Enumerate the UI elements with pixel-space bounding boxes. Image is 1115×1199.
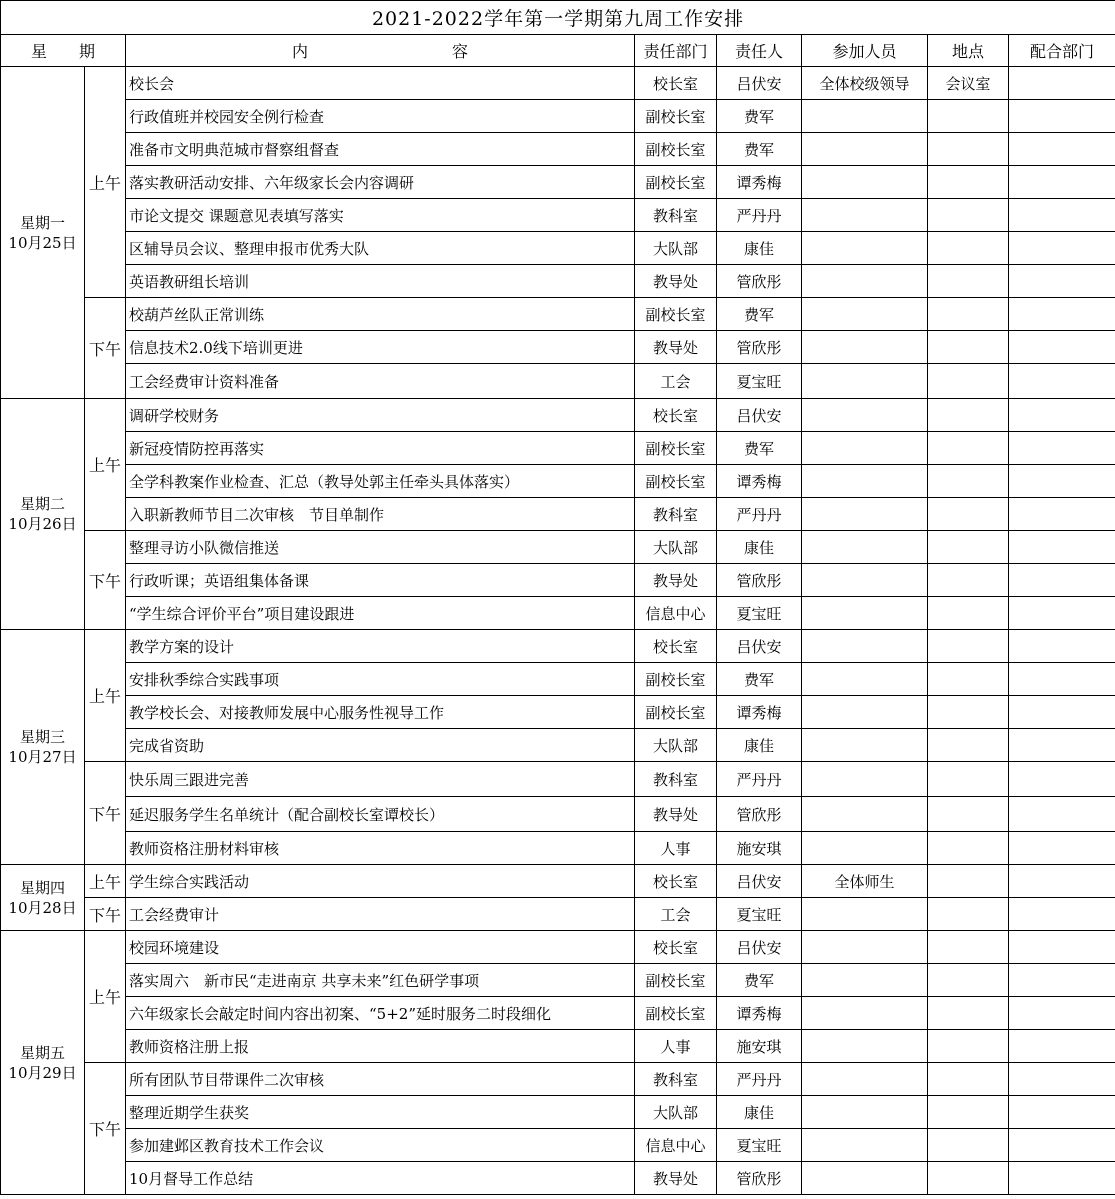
weekday-label: 星期一	[19, 213, 65, 232]
header-day: 星 期	[1, 35, 126, 67]
responsible-dept: 校长室	[635, 630, 717, 663]
participants	[802, 1129, 928, 1162]
responsible-person: 费军	[717, 100, 802, 133]
responsible-dept: 校长室	[635, 67, 717, 100]
cooperating-dept	[1009, 265, 1115, 298]
schedule-body	[1, 67, 1115, 1195]
cooperating-dept	[1009, 1063, 1115, 1096]
responsible-dept: 工会	[635, 364, 717, 399]
location	[928, 399, 1009, 432]
cooperating-dept	[1009, 832, 1115, 865]
date-label: 10月25日	[8, 233, 77, 252]
location	[928, 797, 1009, 832]
participants: 全体师生	[802, 865, 928, 898]
cooperating-dept	[1009, 564, 1115, 597]
table-row	[1, 399, 1115, 432]
responsible-person: 管欣彤	[717, 797, 802, 832]
responsible-dept: 副校长室	[635, 298, 717, 331]
table-row	[1, 663, 1115, 696]
schedule-title: 2021-2022学年第一学期第九周工作安排	[1, 1, 1115, 35]
responsible-person: 吕伏安	[717, 399, 802, 432]
table-row	[1, 1030, 1115, 1063]
header-dept: 责任部门	[635, 35, 717, 67]
participants	[802, 364, 928, 399]
header-coop: 配合部门	[1009, 35, 1115, 67]
location	[928, 1096, 1009, 1129]
location	[928, 564, 1009, 597]
location	[928, 199, 1009, 232]
participants	[802, 399, 928, 432]
participants	[802, 1096, 928, 1129]
location	[928, 331, 1009, 364]
table-row	[1, 298, 1115, 331]
task-content: 延迟服务学生名单统计（配合副校长室谭校长）	[126, 797, 635, 832]
table-row	[1, 762, 1115, 797]
participants	[802, 964, 928, 997]
location	[928, 265, 1009, 298]
date-label: 10月26日	[8, 515, 77, 533]
task-content: 教学校长会、对接教师发展中心服务性视导工作	[126, 696, 635, 729]
date-label: 10月29日	[8, 1063, 77, 1082]
day-cell	[1, 67, 85, 399]
task-content: 行政听课；英语组集体备课	[126, 564, 635, 597]
day-cell	[1, 865, 85, 931]
responsible-person: 费军	[717, 298, 802, 331]
task-content: 校长会	[126, 67, 635, 100]
responsible-person: 康佳	[717, 531, 802, 564]
location	[928, 663, 1009, 696]
responsible-dept: 教导处	[635, 564, 717, 597]
table-row	[1, 199, 1115, 232]
responsible-person: 管欣彤	[717, 564, 802, 597]
period-label: 下午	[85, 298, 126, 399]
table-row	[1, 1096, 1115, 1129]
date-label: 10月27日	[8, 748, 77, 766]
location	[928, 865, 1009, 898]
cooperating-dept	[1009, 797, 1115, 832]
day-cell	[1, 399, 85, 630]
table-row	[1, 597, 1115, 630]
location	[928, 166, 1009, 199]
cooperating-dept	[1009, 1129, 1115, 1162]
table-row	[1, 1162, 1115, 1195]
responsible-person: 谭秀梅	[717, 166, 802, 199]
responsible-dept: 副校长室	[635, 964, 717, 997]
header-location: 地点	[928, 35, 1009, 67]
responsible-dept: 教导处	[635, 1162, 717, 1195]
cooperating-dept	[1009, 1096, 1115, 1129]
location	[928, 1129, 1009, 1162]
responsible-dept: 信息中心	[635, 597, 717, 630]
task-content: 所有团队节目带课件二次审核	[126, 1063, 635, 1096]
participants	[802, 630, 928, 663]
task-content: 信息技术2.0线下培训更进	[126, 331, 635, 364]
period-label: 上午	[85, 865, 126, 898]
task-content: 工会经费审计	[126, 898, 635, 931]
location	[928, 597, 1009, 630]
participants	[802, 898, 928, 931]
cooperating-dept	[1009, 432, 1115, 465]
responsible-dept: 校长室	[635, 931, 717, 964]
cooperating-dept	[1009, 199, 1115, 232]
participants	[802, 432, 928, 465]
responsible-dept: 工会	[635, 898, 717, 931]
responsible-dept: 大队部	[635, 232, 717, 265]
responsible-person: 康佳	[717, 1096, 802, 1129]
location	[928, 1162, 1009, 1195]
cooperating-dept	[1009, 762, 1115, 797]
responsible-person: 夏宝旺	[717, 597, 802, 630]
cooperating-dept	[1009, 1162, 1115, 1195]
participants	[802, 1162, 928, 1195]
task-content: 六年级家长会敲定时间内容出初案、“5+2”延时服务二时段细化	[126, 997, 635, 1030]
task-content: 落实教研活动安排、六年级家长会内容调研	[126, 166, 635, 199]
responsible-person: 费军	[717, 133, 802, 166]
cooperating-dept	[1009, 399, 1115, 432]
participants	[802, 797, 928, 832]
participants	[802, 997, 928, 1030]
responsible-dept: 副校长室	[635, 133, 717, 166]
location	[928, 898, 1009, 931]
weekday-label: 星期四	[19, 878, 65, 897]
day-cell	[1, 931, 85, 1195]
responsible-person: 管欣彤	[717, 265, 802, 298]
responsible-person: 夏宝旺	[717, 898, 802, 931]
responsible-person: 吕伏安	[717, 865, 802, 898]
table-row	[1, 331, 1115, 364]
responsible-person: 谭秀梅	[717, 696, 802, 729]
task-content: “学生综合评价平台”项目建设跟进	[126, 597, 635, 630]
table-row	[1, 531, 1115, 564]
responsible-person: 严丹丹	[717, 498, 802, 531]
cooperating-dept	[1009, 729, 1115, 762]
participants	[802, 663, 928, 696]
task-content: 入职新教师节目二次审核 节目单制作	[126, 498, 635, 531]
responsible-dept: 大队部	[635, 1096, 717, 1129]
responsible-person: 康佳	[717, 729, 802, 762]
location: 会议室	[928, 67, 1009, 100]
cooperating-dept	[1009, 531, 1115, 564]
header-person: 责任人	[717, 35, 802, 67]
table-row	[1, 265, 1115, 298]
task-content: 教师资格注册上报	[126, 1030, 635, 1063]
cooperating-dept	[1009, 100, 1115, 133]
task-content: 准备市文明典范城市督察组督查	[126, 133, 635, 166]
location	[928, 232, 1009, 265]
responsible-person: 费军	[717, 663, 802, 696]
participants	[802, 597, 928, 630]
responsible-person: 严丹丹	[717, 762, 802, 797]
participants	[802, 232, 928, 265]
table-row	[1, 432, 1115, 465]
table-row	[1, 964, 1115, 997]
cooperating-dept	[1009, 597, 1115, 630]
participants	[802, 465, 928, 498]
task-content: 行政值班并校园安全例行检查	[126, 100, 635, 133]
cooperating-dept	[1009, 465, 1115, 498]
task-content: 教师资格注册材料审核	[126, 832, 635, 865]
table-row	[1, 498, 1115, 531]
task-content: 英语教研组长培训	[126, 265, 635, 298]
responsible-dept: 副校长室	[635, 997, 717, 1030]
table-row	[1, 232, 1115, 265]
weekday-label: 星期二	[19, 495, 65, 513]
table-row	[1, 997, 1115, 1030]
header-participants: 参加人员	[802, 35, 928, 67]
responsible-person: 严丹丹	[717, 199, 802, 232]
responsible-dept: 副校长室	[635, 696, 717, 729]
weekday-label: 星期三	[19, 728, 65, 746]
cooperating-dept	[1009, 898, 1115, 931]
task-content: 快乐周三跟进完善	[126, 762, 635, 797]
cooperating-dept	[1009, 67, 1115, 100]
cooperating-dept	[1009, 931, 1115, 964]
location	[928, 498, 1009, 531]
participants	[802, 166, 928, 199]
table-row	[1, 465, 1115, 498]
table-row	[1, 133, 1115, 166]
table-row	[1, 1129, 1115, 1162]
responsible-dept: 教科室	[635, 498, 717, 531]
participants	[802, 564, 928, 597]
participants	[802, 696, 928, 729]
responsible-dept: 教科室	[635, 762, 717, 797]
participants	[802, 199, 928, 232]
table-row	[1, 364, 1115, 399]
responsible-person: 费军	[717, 964, 802, 997]
responsible-dept: 大队部	[635, 531, 717, 564]
task-content: 落实周六 新市民“走进南京 共享未来”红色研学事项	[126, 964, 635, 997]
period-label: 上午	[85, 399, 126, 531]
table-row	[1, 832, 1115, 865]
location	[928, 432, 1009, 465]
date-label: 10月28日	[8, 898, 77, 917]
table-row	[1, 166, 1115, 199]
participants: 全体校级领导	[802, 67, 928, 100]
task-content: 校葫芦丝队正常训练	[126, 298, 635, 331]
location	[928, 832, 1009, 865]
table-row	[1, 931, 1115, 964]
task-content: 新冠疫情防控再落实	[126, 432, 635, 465]
responsible-dept: 副校长室	[635, 166, 717, 199]
period-label: 下午	[85, 1063, 126, 1195]
cooperating-dept	[1009, 166, 1115, 199]
participants	[802, 265, 928, 298]
location	[928, 133, 1009, 166]
table-row	[1, 898, 1115, 931]
participants	[802, 531, 928, 564]
table-row	[1, 865, 1115, 898]
location	[928, 696, 1009, 729]
responsible-person: 管欣彤	[717, 331, 802, 364]
responsible-dept: 大队部	[635, 729, 717, 762]
responsible-person: 施安琪	[717, 1030, 802, 1063]
table-row	[1, 1063, 1115, 1096]
task-content: 市论文提交 课题意见表填写落实	[126, 199, 635, 232]
task-content: 校园环境建设	[126, 931, 635, 964]
responsible-person: 吕伏安	[717, 67, 802, 100]
responsible-dept: 副校长室	[635, 432, 717, 465]
location	[928, 1063, 1009, 1096]
participants	[802, 331, 928, 364]
task-content: 学生综合实践活动	[126, 865, 635, 898]
task-content: 区辅导员会议、整理申报市优秀大队	[126, 232, 635, 265]
period-label: 下午	[85, 762, 126, 865]
cooperating-dept	[1009, 364, 1115, 399]
responsible-person: 吕伏安	[717, 630, 802, 663]
period-label: 上午	[85, 931, 126, 1063]
responsible-dept: 校长室	[635, 399, 717, 432]
location	[928, 964, 1009, 997]
responsible-person: 夏宝旺	[717, 1129, 802, 1162]
location	[928, 364, 1009, 399]
cooperating-dept	[1009, 133, 1115, 166]
cooperating-dept	[1009, 498, 1115, 531]
task-content: 教学方案的设计	[126, 630, 635, 663]
table-row	[1, 630, 1115, 663]
location	[928, 465, 1009, 498]
responsible-dept: 副校长室	[635, 663, 717, 696]
task-content: 完成省资助	[126, 729, 635, 762]
responsible-person: 夏宝旺	[717, 364, 802, 399]
participants	[802, 498, 928, 531]
task-content: 工会经费审计资料准备	[126, 364, 635, 399]
table-row	[1, 564, 1115, 597]
participants	[802, 298, 928, 331]
task-content: 安排秋季综合实践事项	[126, 663, 635, 696]
table-row	[1, 100, 1115, 133]
period-label: 下午	[85, 531, 126, 630]
responsible-dept: 信息中心	[635, 1129, 717, 1162]
cooperating-dept	[1009, 663, 1115, 696]
period-label: 下午	[85, 898, 126, 931]
responsible-dept: 教科室	[635, 199, 717, 232]
cooperating-dept	[1009, 1030, 1115, 1063]
cooperating-dept	[1009, 232, 1115, 265]
location	[928, 997, 1009, 1030]
participants	[802, 762, 928, 797]
responsible-dept: 副校长室	[635, 465, 717, 498]
responsible-person: 费军	[717, 432, 802, 465]
location	[928, 531, 1009, 564]
task-content: 调研学校财务	[126, 399, 635, 432]
table-row	[1, 67, 1115, 100]
task-content: 全学科教案作业检查、汇总（教导处郭主任牵头具体落实）	[126, 465, 635, 498]
task-content: 整理近期学生获奖	[126, 1096, 635, 1129]
responsible-person: 吕伏安	[717, 931, 802, 964]
cooperating-dept	[1009, 696, 1115, 729]
responsible-dept: 教导处	[635, 265, 717, 298]
location	[928, 100, 1009, 133]
responsible-dept: 校长室	[635, 865, 717, 898]
period-label: 上午	[85, 630, 126, 762]
participants	[802, 931, 928, 964]
task-content: 参加建邺区教育技术工作会议	[126, 1129, 635, 1162]
day-cell	[1, 630, 85, 865]
task-content: 10月督导工作总结	[126, 1162, 635, 1195]
cooperating-dept	[1009, 997, 1115, 1030]
responsible-dept: 人事	[635, 832, 717, 865]
participants	[802, 729, 928, 762]
location	[928, 762, 1009, 797]
responsible-person: 严丹丹	[717, 1063, 802, 1096]
location	[928, 298, 1009, 331]
header-content: 内 容	[126, 35, 635, 67]
cooperating-dept	[1009, 964, 1115, 997]
cooperating-dept	[1009, 298, 1115, 331]
location	[928, 630, 1009, 663]
responsible-person: 谭秀梅	[717, 465, 802, 498]
location	[928, 729, 1009, 762]
table-row	[1, 729, 1115, 762]
responsible-dept: 副校长室	[635, 100, 717, 133]
participants	[802, 1063, 928, 1096]
responsible-dept: 人事	[635, 1030, 717, 1063]
participants	[802, 1030, 928, 1063]
cooperating-dept	[1009, 865, 1115, 898]
responsible-dept: 教导处	[635, 797, 717, 832]
responsible-person: 谭秀梅	[717, 997, 802, 1030]
responsible-person: 康佳	[717, 232, 802, 265]
participants	[802, 133, 928, 166]
responsible-person: 施安琪	[717, 832, 802, 865]
location	[928, 1030, 1009, 1063]
weekday-label: 星期五	[19, 1043, 65, 1062]
participants	[802, 100, 928, 133]
task-content: 整理寻访小队微信推送	[126, 531, 635, 564]
responsible-person: 管欣彤	[717, 1162, 802, 1195]
table-row	[1, 696, 1115, 729]
responsible-dept: 教导处	[635, 331, 717, 364]
table-row	[1, 797, 1115, 832]
cooperating-dept	[1009, 331, 1115, 364]
period-label: 上午	[85, 67, 126, 298]
cooperating-dept	[1009, 630, 1115, 663]
location	[928, 931, 1009, 964]
responsible-dept: 教科室	[635, 1063, 717, 1096]
participants	[802, 832, 928, 865]
